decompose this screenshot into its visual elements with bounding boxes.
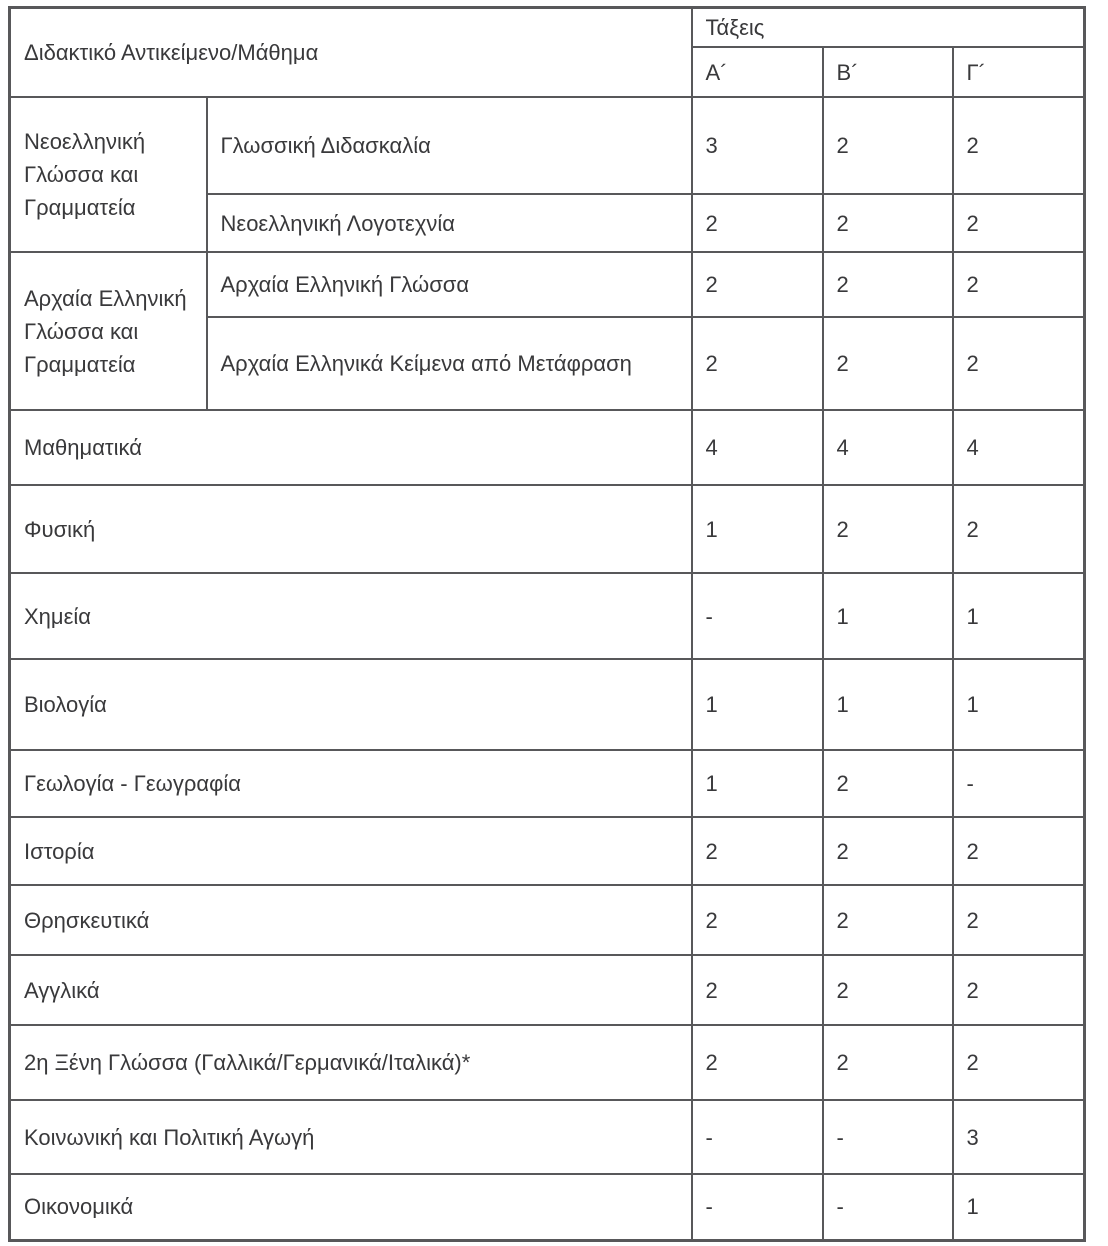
subject-cell: Αγγλικά	[10, 955, 692, 1025]
subject-cell: Οικονομικά	[10, 1174, 692, 1240]
class-b-header: Β´	[823, 47, 953, 97]
hours-cell-class-b: 1	[823, 573, 953, 659]
hours-cell-class-b: 2	[823, 955, 953, 1025]
hours-cell-class-b: 1	[823, 659, 953, 750]
class-c-header: Γ´	[953, 47, 1085, 97]
hours-cell-class-c: 1	[953, 573, 1085, 659]
hours-cell-class-a: 2	[692, 817, 823, 885]
header-row-top	[10, 8, 1085, 48]
hours-cell-class-c: -	[953, 750, 1085, 817]
hours-cell-class-a: 1	[692, 750, 823, 817]
hours-cell-class-a: 2	[692, 885, 823, 955]
subject-cell: Νεοελληνική Λογοτεχνία	[207, 194, 692, 252]
subject-cell: Κοινωνική και Πολιτική Αγωγή	[10, 1100, 692, 1174]
hours-cell-class-a: 2	[692, 955, 823, 1025]
hours-cell-class-c: 2	[953, 817, 1085, 885]
hours-cell-class-c: 2	[953, 885, 1085, 955]
hours-cell-class-c: 2	[953, 955, 1085, 1025]
hours-cell-class-c: 2	[953, 485, 1085, 573]
hours-cell-class-a: -	[692, 573, 823, 659]
table-row	[10, 1100, 1085, 1174]
subject-cell: Φυσική	[10, 485, 692, 573]
hours-cell-class-b: 2	[823, 485, 953, 573]
table-row	[10, 885, 1085, 955]
hours-cell-class-a: 4	[692, 410, 823, 485]
hours-cell-class-c: 4	[953, 410, 1085, 485]
hours-cell-class-a: 1	[692, 659, 823, 750]
table-row	[10, 485, 1085, 573]
table-row	[10, 955, 1085, 1025]
subject-cell: Γεωλογία - Γεωγραφία	[10, 750, 692, 817]
hours-cell-class-c: 1	[953, 659, 1085, 750]
subject-cell: Αρχαία Ελληνική Γλώσσα	[207, 252, 692, 317]
table-row	[10, 1174, 1085, 1240]
table-body	[10, 97, 1085, 1240]
class-a-header: Α´	[692, 47, 823, 97]
hours-cell-class-b: 2	[823, 252, 953, 317]
hours-cell-class-a: 1	[692, 485, 823, 573]
hours-cell-class-b: 2	[823, 317, 953, 410]
hours-cell-class-b: 4	[823, 410, 953, 485]
hours-cell-class-b: 2	[823, 750, 953, 817]
subject-cell: Γλωσσική Διδασκαλία	[207, 97, 692, 194]
table-row	[10, 252, 1085, 317]
hours-cell-class-a: -	[692, 1174, 823, 1240]
hours-cell-class-c: 2	[953, 317, 1085, 410]
subject-cell: Μαθηματικά	[10, 410, 692, 485]
hours-cell-class-c: 1	[953, 1174, 1085, 1240]
hours-cell-class-a: 2	[692, 1025, 823, 1100]
table-header	[10, 8, 1085, 98]
subject-cell: Βιολογία	[10, 659, 692, 750]
table-row	[10, 97, 1085, 194]
hours-cell-class-a: 2	[692, 194, 823, 252]
hours-cell-class-b: 2	[823, 817, 953, 885]
subject-column-header: Διδακτικό Αντικείμενο/Μάθημα	[10, 8, 692, 98]
subject-group-cell: Νεοελληνική Γλώσσα και Γραμματεία	[10, 97, 207, 252]
table-row	[10, 659, 1085, 750]
table-row	[10, 750, 1085, 817]
subject-cell: 2η Ξένη Γλώσσα (Γαλλικά/Γερμανικά/Ιταλικά)*	[10, 1025, 692, 1100]
hours-cell-class-c: 2	[953, 97, 1085, 194]
hours-cell-class-c: 2	[953, 252, 1085, 317]
hours-cell-class-a: -	[692, 1100, 823, 1174]
classes-group-header: Τάξεις	[692, 8, 1085, 48]
hours-cell-class-c: 2	[953, 1025, 1085, 1100]
table-row	[10, 573, 1085, 659]
hours-cell-class-b: 2	[823, 97, 953, 194]
hours-cell-class-b: 2	[823, 1025, 953, 1100]
subject-cell: Θρησκευτικά	[10, 885, 692, 955]
hours-cell-class-c: 2	[953, 194, 1085, 252]
hours-cell-class-b: 2	[823, 194, 953, 252]
curriculum-table	[8, 6, 1086, 1242]
hours-cell-class-a: 2	[692, 252, 823, 317]
hours-cell-class-c: 3	[953, 1100, 1085, 1174]
subject-cell: Αρχαία Ελληνικά Κείμενα από Μετάφραση	[207, 317, 692, 410]
table-row	[10, 410, 1085, 485]
hours-cell-class-b: -	[823, 1100, 953, 1174]
table-row	[10, 817, 1085, 885]
hours-cell-class-a: 2	[692, 317, 823, 410]
hours-cell-class-a: 3	[692, 97, 823, 194]
subject-group-cell: Αρχαία Ελληνική Γλώσσα και Γραμματεία	[10, 252, 207, 410]
hours-cell-class-b: 2	[823, 885, 953, 955]
subject-cell: Ιστορία	[10, 817, 692, 885]
table-row	[10, 1025, 1085, 1100]
hours-cell-class-b: -	[823, 1174, 953, 1240]
subject-cell: Χημεία	[10, 573, 692, 659]
